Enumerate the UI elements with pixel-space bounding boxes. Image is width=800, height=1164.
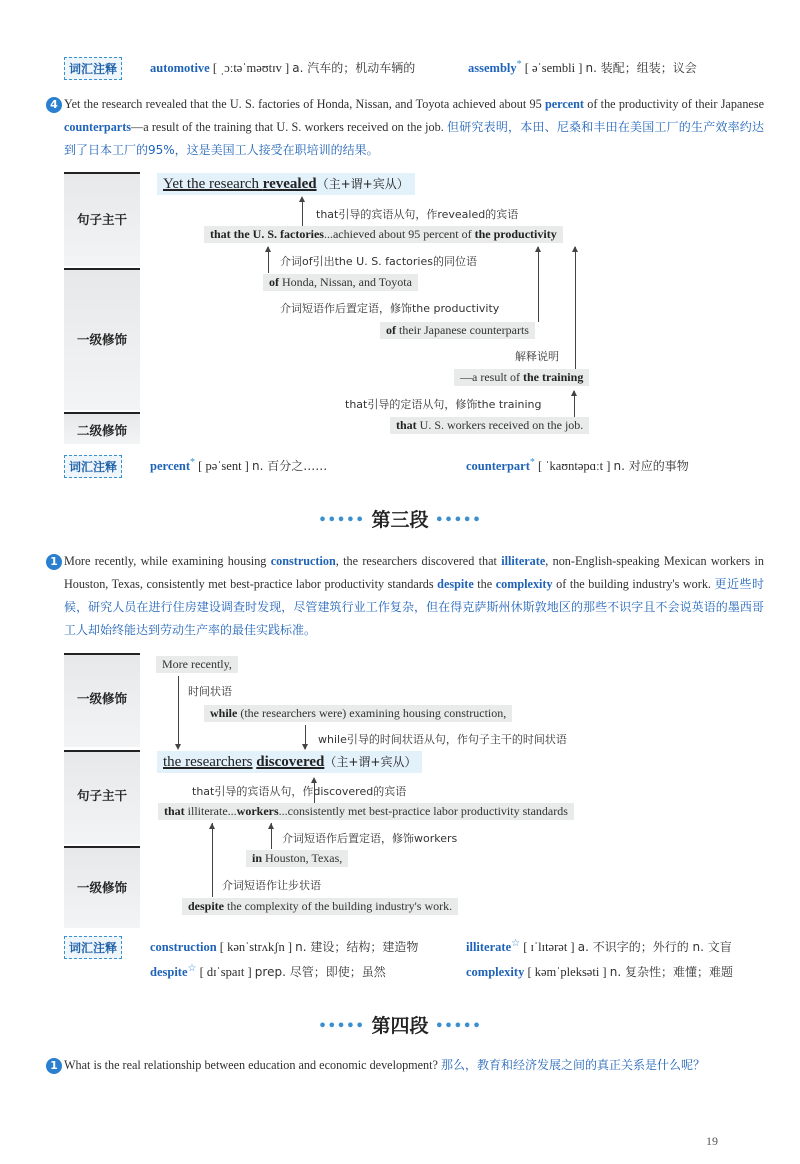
sentence-number: 4 [46,97,62,113]
arrow-up-icon [268,823,274,829]
vocab-entry: percent* [ pəˈsent ] n. 百分之…… [150,457,328,473]
grammar-note: 介词短语作后置定语，修饰workers [282,832,458,845]
modifier-box: of Honda, Nissan, and Toyota [263,274,418,291]
sentence-trunk: the researchers discovered（主+谓+宾从） [157,751,422,773]
vocab-tag: 词汇注释 [64,57,122,80]
vocab-entry: complexity [ kəmˈpleksəti ] n. 复杂性；难懂；难题 [466,965,733,979]
diagram-section-label: 一级修饰 [64,653,140,747]
diagram-section-label: 句子主干 [64,750,140,844]
diagram-section-label: 一级修饰 [64,846,140,928]
section-heading: ••••• 第三段 ••••• [318,509,482,531]
grammar-note: 介词短语作后置定语，修饰the productivity [280,302,500,315]
sentence-trunk: Yet the research revealed（主+谓+宾从） [157,173,415,195]
vocab-entry: despite☆ [ dɪˈspaɪt ] prep. 尽管；即使；虽然 [150,963,386,979]
connector-line [538,247,539,322]
arrow-up-icon [571,390,577,396]
sentence-number: 1 [46,1058,62,1074]
arrow-up-icon [535,246,541,252]
modifier-box: despite the complexity of the building industry's work. [182,898,458,915]
arrow-up-icon [265,246,271,252]
connector-line [302,200,303,226]
grammar-note: 介词短语作让步状语 [222,879,321,892]
arrow-down-icon [175,744,181,750]
arrow-up-icon [299,196,305,202]
modifier-box: —a result of the training [454,369,589,386]
connector-line [212,823,213,897]
clause-box: while (the researchers were) examining housing construction, [204,705,512,722]
grammar-note: that引导的宾语从句，作revealed的宾语 [316,208,519,221]
diagram-section-label: 一级修饰 [64,268,140,410]
vocab-entry: construction [ kənˈstrʌkʃn ] n. 建设；结构；建造物 [150,940,419,954]
vocab-entry: illiterate☆ [ ɪˈlɪtərət ] a. 不识字的；外行的 n. 文盲 [466,938,732,954]
connector-line [178,676,179,748]
modifier-box: of their Japanese counterparts [380,322,535,339]
arrow-down-icon [302,744,308,750]
arrow-up-icon [572,246,578,252]
sentence-text: What is the real relationship between education and economic development? 那么，教育和经济发展之间的真正关系是什么呢？ [64,1058,706,1072]
clause-box: that the U. S. factories...achieved about 95 percent of the productivity [204,226,563,243]
grammar-note: that引导的定语从句，修饰the training [345,398,542,411]
sentence-number: 1 [46,554,62,570]
connector-line [575,247,576,369]
grammar-note: 解释说明 [515,350,559,363]
diagram-section-label: 二级修饰 [64,412,140,444]
grammar-note: 时间状语 [188,685,232,698]
vocab-entry: counterpart* [ ˈkaʊntəpɑːt ] n. 对应的事物 [466,457,689,473]
modifier-box: More recently, [156,656,238,673]
vocab-entry: automotive [ ˌɔːtəˈməʊtɪv ] a. 汽车的；机动车辆的 [150,61,416,75]
vocab-entry: assembly* [ əˈsembli ] n. 装配；组装；议会 [468,59,697,75]
grammar-note: that引导的宾语从句，作discovered的宾语 [192,785,407,798]
vocab-tag: 词汇注释 [64,455,122,478]
modifier-box: in Houston, Texas, [246,850,348,867]
clause-box: that illiterate...workers...consistently met best-practice labor productivity standards [158,803,574,820]
grammar-note: 介词of引出the U. S. factories的同位语 [280,255,477,268]
sentence-text: More recently, while examining housing construction, the researchers discovered that illiterate, non-English-speaking Mexican workers in Houston, Texas, consistently met best-practice labor productivity standards despite the complexity of the building industry's work. 更近些时候，研究人员在进行住房建设调查时发现，尽管建筑行业工作复杂，但在得克萨斯州休斯敦地区的那些不识字且不会说英语的墨西哥工人却始终能达到劳动生产率的最佳实践标准。 [64,554,765,637]
diagram-section-label: 句子主干 [64,172,140,266]
page-number: 19 [706,1134,718,1148]
section-heading: ••••• 第四段 ••••• [318,1015,482,1037]
sentence-text: Yet the research revealed that the U. S. factories of Honda, Nissan, and Toyota achieved about 95 percent of the productivity of their Japanese counterparts—a result of the training that U. S. workers received on the job. 但研究表明，本田、尼桑和丰田在美国工厂的生产效率约达到了日本工厂的95%，这是美国工人接受在职培训的结果。 [64,97,764,157]
modifier-box: that U. S. workers received on the job. [390,417,589,434]
arrow-up-icon [209,823,215,829]
vocab-tag: 词汇注释 [64,936,122,959]
grammar-note: while引导的时间状语从句，作句子主干的时间状语 [318,733,567,746]
